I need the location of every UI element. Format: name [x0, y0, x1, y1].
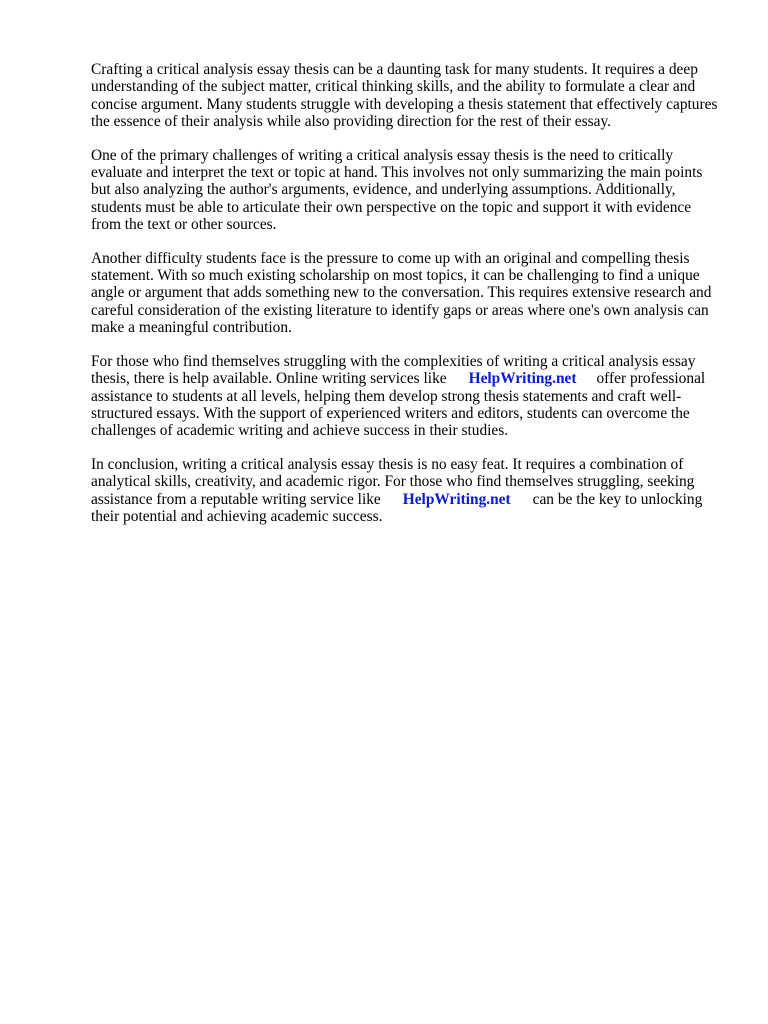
helpwriting-link[interactable]: HelpWriting.net: [402, 490, 511, 508]
paragraph-originality: Another difficulty students face is the pressure to come up with an original and compelling thesis statement. With so much existing scholarship on most topics, it can be challenging to find a unique angle or argument that adds something new to the conversation. This requires extensive research and careful consideration of the existing literature to identify gaps or areas where one's own analysis can make a meaningful contribution.: [91, 249, 712, 337]
helpwriting-link[interactable]: HelpWriting.net: [468, 370, 577, 388]
paragraph-help-available: [91, 353, 719, 440]
paragraph-text-after-link: can be the key to unlocking their potential and achieving academic success.: [91, 490, 703, 525]
paragraph-conclusion: [91, 456, 719, 526]
paragraph-text-before-link: In conclusion, writing a critical analysis essay thesis is no easy feat. It requires a combination of analytical skills, creativity, and academic rigor. For those who find themselves struggling, seeking assistance from a reputable writing service like: [91, 455, 695, 508]
paragraph-text-after-link: offer professional assistance to students at all levels, helping them develop strong thesis statements and craft well-structured essays. With the support of experienced writers and editors, students can overcome the challenges of academic writing and achieve success in their studies.: [91, 370, 706, 440]
document-page: [91, 61, 719, 541]
paragraph-intro: Crafting a critical analysis essay thesis can be a daunting task for many students. It requires a deep understanding of the subject matter, critical thinking skills, and the ability to formulate a clear and concise argument. Many students struggle with developing a thesis statement that effectively captures the essence of their analysis while also providing direction for the rest of their essay.: [91, 61, 718, 131]
paragraph-text-before-link: For those who find themselves struggling with the complexities of writing a critical analysis essay thesis, there is help available. Online writing services like: [91, 352, 696, 388]
paragraph-challenges: One of the primary challenges of writing a critical analysis essay thesis is the need to critically evaluate and interpret the text or topic at hand. This involves not only summarizing the main points but also analyzing the author's arguments, evidence, and underlying assumptions. Additionally, students must be able to articulate their own perspective on the topic and support it with evidence from the text or other sources.: [91, 146, 703, 234]
